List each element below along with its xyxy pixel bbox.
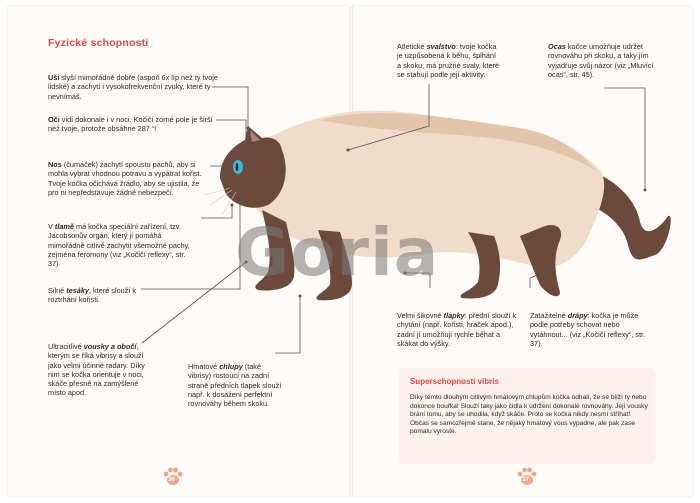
page-number-left: 36 bbox=[168, 477, 175, 483]
fur-prefix: Hmatové bbox=[188, 362, 220, 371]
mouth-caption bbox=[48, 222, 200, 268]
teeth-text: , které slouží k roztrhání kořisti. bbox=[48, 286, 137, 305]
eyes-text: vidí dokonale i v noci. Kočičí zorné pole je širší než tvoje, protože obsáhne 287 °! bbox=[48, 115, 213, 134]
paws-prefix: Velmi šikovné bbox=[397, 311, 444, 320]
teeth-label: tesáky bbox=[66, 286, 89, 295]
teeth-caption bbox=[48, 286, 143, 305]
muscles-label: svalstvo bbox=[426, 42, 456, 51]
ears-label: Uši bbox=[48, 73, 60, 82]
mouth-label: tlamě bbox=[54, 222, 74, 231]
claws-prefix: Zatažitelné bbox=[530, 311, 568, 320]
muscles-caption bbox=[397, 42, 502, 79]
mouth-prefix: V bbox=[48, 222, 55, 231]
fur-label: chlupy bbox=[219, 362, 243, 371]
ears-caption bbox=[48, 73, 236, 101]
teeth-prefix: Silné bbox=[48, 286, 67, 295]
eyes-label: Oči bbox=[48, 115, 60, 124]
paws-caption bbox=[397, 311, 522, 348]
nose-caption bbox=[48, 160, 210, 197]
info-box-title: Superschopnosti vibris bbox=[410, 377, 499, 386]
mouth-text: má kočka speciální zařízení, tzv. Jacobsonův orgán, který jí pomáhá mimořádně citlivě zachytit všemožné pachy, zejména feromony (viz „Kočičí reflexy“, str. 37). bbox=[48, 222, 190, 269]
ears-text: slyší mimořádně dobře (aspoň 6x líp než ty tvoje lidské) a zachytí i vysokofrekvenční zvuky, které ty nevnímáš. bbox=[48, 73, 218, 101]
muscles-prefix: Atletické bbox=[397, 42, 427, 51]
page-number-right: 37 bbox=[522, 477, 529, 483]
whiskers-caption bbox=[48, 342, 156, 398]
claws-label: drápy bbox=[567, 311, 588, 320]
paws-text: : přední slouží k chytání (např. kořisti, hraček apod.), zadní jí umožňují rychle běhat a skákat do výšky. bbox=[397, 311, 517, 348]
nose-label: Nos bbox=[48, 160, 62, 169]
whiskers-label: vousky a obočí bbox=[83, 342, 137, 351]
vibrisy-info-box bbox=[399, 368, 655, 464]
fur-text: (také vibrisy) rostoucí na zadní straně předních tlapek slouží např. k dosažení perfektní rovnováhy během skoku. bbox=[188, 362, 282, 409]
paws-label: tlapky bbox=[443, 311, 465, 320]
muscles-text: : tvoje kočka je uzpůsobená k běhu, šplhání a skoku, má pružné svaly, které se stahují podle její aktivity. bbox=[397, 42, 500, 79]
claws-caption bbox=[530, 311, 655, 348]
section-title: Fyzické schopnosti bbox=[48, 37, 149, 49]
eyes-caption bbox=[48, 115, 224, 134]
whiskers-text: , kterým se říká vibrisy a slouží jako velmi účinné radary. Díky nim se kočka orientuje v noci, skáče přesně na zamýšlené místo apod. bbox=[48, 342, 145, 398]
info-box-text: Díky těmto dlouhým citlivým hmatovým chlupům kočka odhalí, že se blíží ty nebo dokonce bouřka! Slouží taky jako čidla k udržení dokonalé rovnováhy. Její vousky brání tomu, aby se uhodila, když skáče. Proto se kočka nikdy nesmí stříhat! Občas se samozřejmě stane, že nějaký hmatový vous vypadne, ale pak zase pomalu vyroste. bbox=[410, 394, 648, 436]
nose-text: (čumáček) zachytí spoustu pachů, aby si mohla vybrat vhodnou potravu a vypátrat kořist. Tvoje kočka očichává žrádlo, aby se ujistila, že pro ni nepředstavuje žádné nebezpečí. bbox=[48, 160, 202, 197]
watermark: Goria bbox=[235, 214, 440, 291]
tail-caption bbox=[548, 42, 666, 79]
claws-text: : kočka je může podle potřeby schovat nebo vytáhnout... (viz „Kočičí reflexy“, str. 37). bbox=[530, 311, 646, 348]
tail-text: kočce umožňuje udržet rovnováhu při skoku, a taky jím vyjadřuje svůj názor (viz „Mluvící ocas“, str. 45). bbox=[548, 42, 654, 79]
tail-label: Ocas bbox=[548, 42, 566, 51]
fur-caption bbox=[188, 362, 283, 408]
whiskers-prefix: Ultracitlivé bbox=[48, 342, 84, 351]
